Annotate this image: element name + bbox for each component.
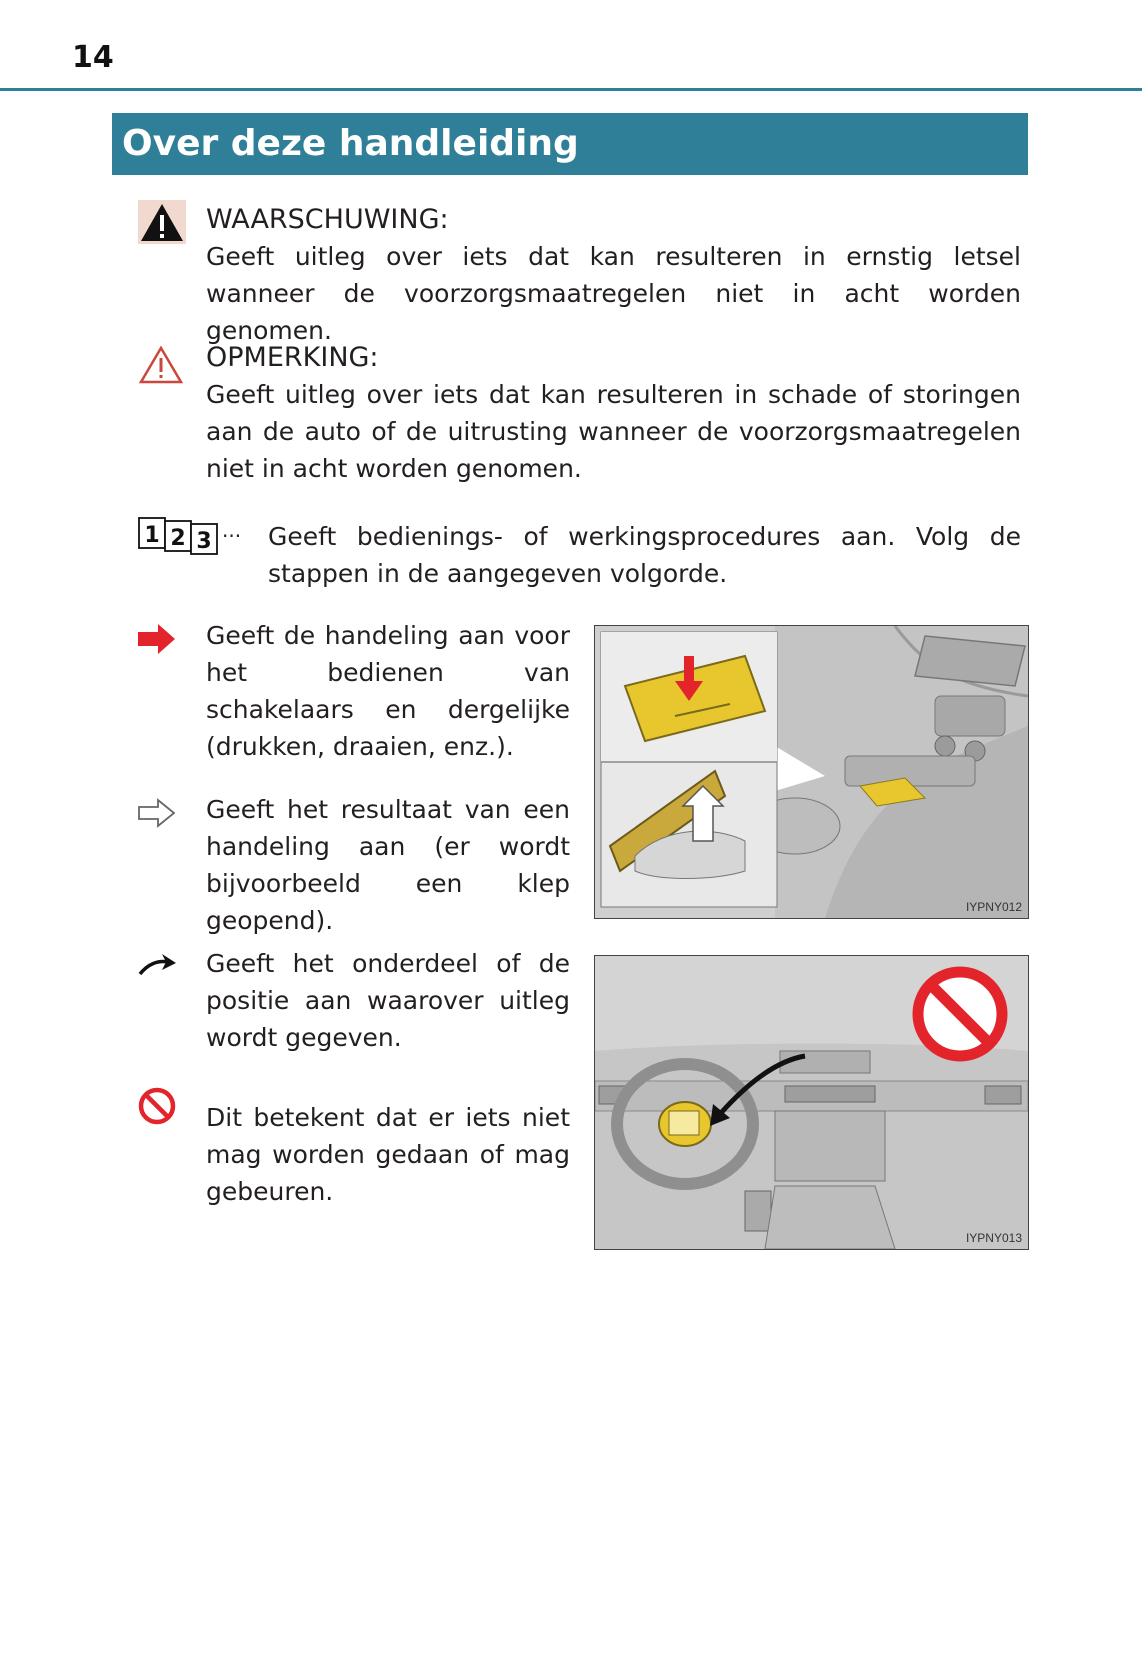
notice-label: OPMERKING: bbox=[206, 342, 379, 373]
red-arrow-icon bbox=[138, 624, 176, 658]
item-position-text: Geeft het onderdeel of de positie aan waarover uitleg wordt gegeven. bbox=[206, 949, 570, 1052]
warning-text: Geeft uitleg over iets dat kan resulteren in ernstig letsel wanneer de voorzorgsmaatregelen niet in acht worden genomen. bbox=[206, 242, 1021, 345]
item-prohibition-text: Dit betekent dat er iets niet mag worden gedaan of mag gebeuren. bbox=[206, 1103, 570, 1206]
step-number-2: 2 bbox=[170, 526, 186, 551]
step-number-3: 3 bbox=[196, 529, 212, 554]
prohibition-icon bbox=[138, 1087, 176, 1129]
item-operation-text: Geeft de handeling aan voor het bedienen van schakelaars en dergelijke (drukken, draaien, enz.). bbox=[206, 621, 570, 761]
warning-filled-triangle-icon bbox=[138, 200, 186, 248]
steps-text: Geeft bedienings- of werkingsprocedures aan. Volg de stappen in de aangegeven volgorde. bbox=[268, 522, 1021, 588]
step-number-1: 1 bbox=[144, 523, 160, 548]
figure-code-2: IYPNY013 bbox=[965, 1231, 1022, 1245]
warning-label: WAARSCHUWING: bbox=[206, 204, 449, 235]
curved-pointer-arrow-icon bbox=[138, 950, 178, 984]
figure-console-illustration bbox=[594, 625, 1029, 919]
warning-outline-triangle-icon bbox=[138, 345, 184, 389]
notice-text: Geeft uitleg over iets dat kan resulteren in schade of storingen aan de auto of de uitrusting wanneer de voorzorgsmaatregelen niet in acht worden genomen. bbox=[206, 380, 1021, 483]
item-result-text: Geeft het resultaat van een handeling aan (er wordt bijvoorbeeld een klep geopend). bbox=[206, 795, 570, 935]
figure-dashboard-illustration bbox=[594, 955, 1029, 1250]
figure-code-1: IYPNY012 bbox=[965, 900, 1022, 914]
outline-arrow-icon bbox=[138, 798, 176, 832]
steps-ellipsis: ··· bbox=[222, 524, 242, 548]
section-title: Over deze handleiding bbox=[112, 113, 1028, 175]
top-rule bbox=[0, 88, 1142, 91]
page-number: 14 bbox=[72, 40, 114, 75]
